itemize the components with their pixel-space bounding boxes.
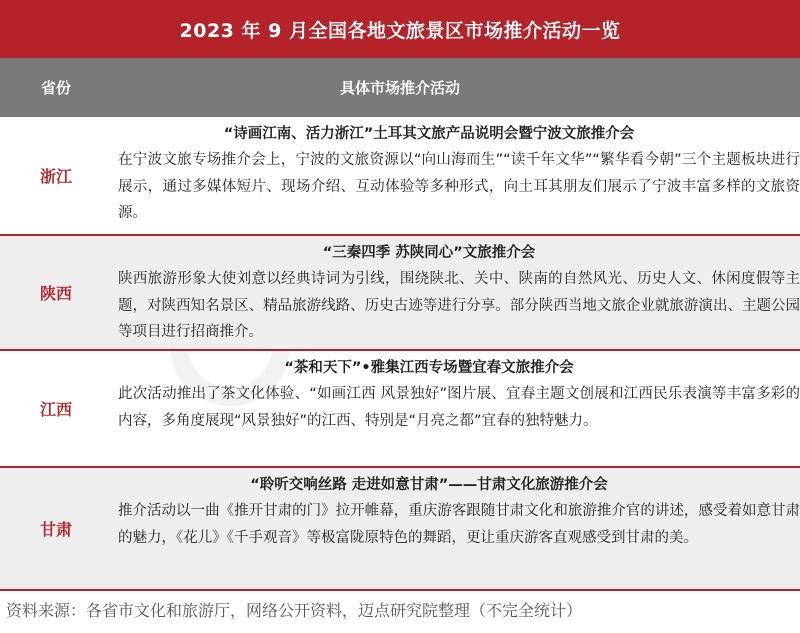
row-content [112, 351, 800, 466]
row-province: 陕西 [39, 284, 72, 303]
row-content [112, 117, 800, 234]
row-province: 江西 [39, 400, 72, 419]
row-description: 此次活动推出了茶文化体验、“如画江西 风景独好”图片展、宜春主题文创展和江西民乐表演等丰富多彩的内容，多角度展现“风景独好”的江西、特别是“月亮之都”宜春的独特魅力。 [118, 386, 800, 429]
row-description: 陕西旅游形象大使刘意以经典诗词为引线，围绕陕北、关中、陕南的自然风光、历史人文、休闲度假等主题，对陕西知名景区、精品旅游线路、历史古迹等进行分享。部分陕西当地文旅企业就旅游演出、主题公园等项目进行招商推介。 [118, 271, 800, 340]
footer-divider [0, 589, 800, 591]
row-event-title: “茶和天下”•雅集江西专场暨宜春文旅推介会 [284, 360, 574, 376]
source-note: 资料来源：各省市文化和旅游厅，网络公开资料，迈点研究院整理（不完全统计） [6, 601, 583, 620]
row-description: 推介活动以一曲《推开甘肃的门》拉开帷幕，重庆游客跟随甘肃文化和旅游推介官的讲述，感受着如意甘肃的魅力，《花儿》《千手观音》等极富陇原特色的舞蹈，更让重庆游客直观感受到甘肃的美。 [118, 503, 800, 546]
row-content [112, 236, 800, 349]
header-province: 省份 [40, 79, 71, 97]
row-province: 浙江 [39, 167, 72, 186]
row-event-title: “诗画江南、活力浙江”土耳其文旅产品说明会暨宁波文旅推介会 [223, 126, 635, 142]
row-province: 甘肃 [39, 520, 72, 539]
row-event-title: “聆听交响丝路 走进如意甘肃”——甘肃文化旅游推介会 [250, 477, 608, 493]
table-row [0, 466, 800, 589]
table-row [0, 349, 800, 466]
header-activity: 具体市场推介活动 [339, 79, 460, 97]
row-description: 在宁波文旅专场推介会上，宁波的文旅资源以“向山海而生”“读千年文华”“繁华看今朝”三个主题板块进行展示，通过多媒体短片、现场介绍、互动体验等多种形式，向土耳其朋友们展示了宁波丰富多样的文旅资源。 [118, 152, 800, 221]
row-event-title: “三秦四季 苏陕同心”文旅推介会 [322, 245, 536, 261]
row-content [112, 468, 800, 589]
page-title: 2023 年 9 月全国各地文旅景区市场推介活动一览 [0, 0, 800, 58]
table-row [0, 117, 800, 234]
table-header [0, 58, 800, 117]
table-row [0, 234, 800, 349]
